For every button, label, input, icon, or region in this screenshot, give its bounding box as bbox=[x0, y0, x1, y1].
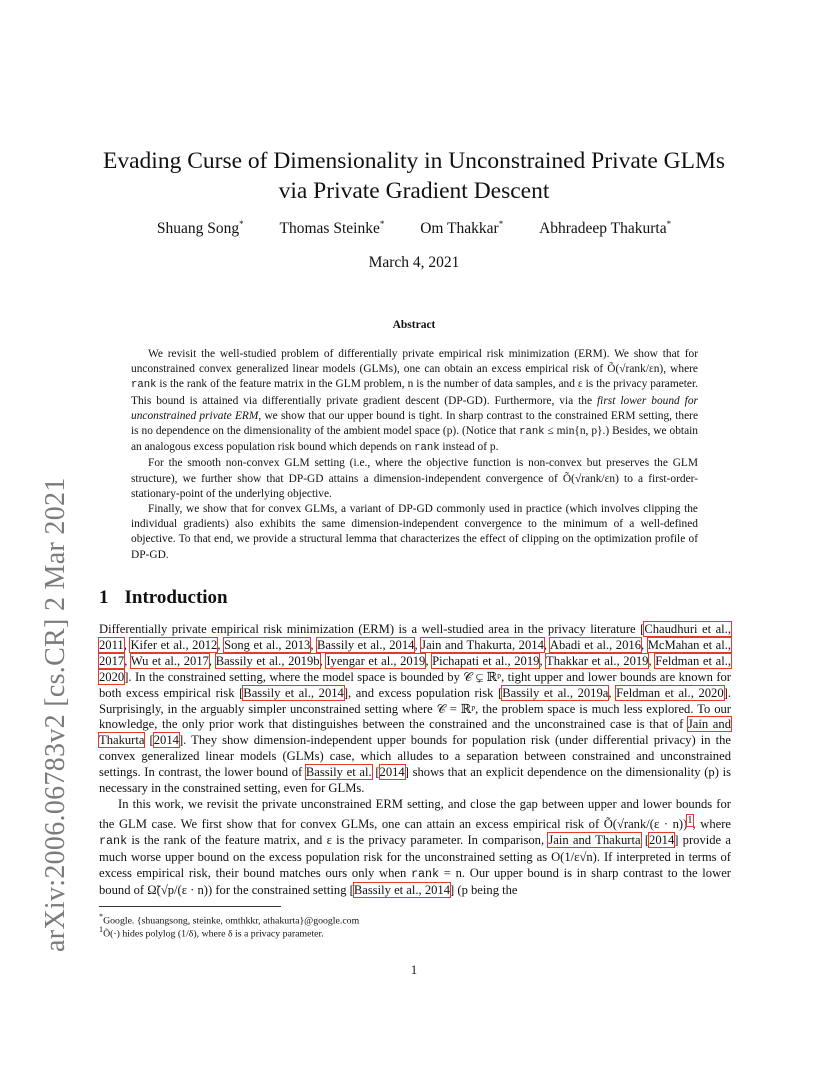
citation-link[interactable]: 2014 bbox=[379, 765, 405, 780]
citation-link[interactable]: Jain and Thakurta bbox=[99, 717, 731, 748]
citation-link[interactable]: Thakkar et al., 2019 bbox=[546, 653, 649, 668]
citation-link[interactable]: 2014 bbox=[153, 733, 179, 748]
footnote-link[interactable]: 1 bbox=[687, 814, 693, 826]
page-number: 1 bbox=[410, 963, 418, 977]
citation-link[interactable]: 2014 bbox=[649, 832, 675, 847]
citation-link[interactable]: Bassily et al., 2019b bbox=[215, 653, 320, 668]
citation-link[interactable]: Bassily et al. bbox=[305, 765, 372, 780]
abstract-body bbox=[131, 347, 698, 563]
body-paragraph: In this work, we revisit the private unconstrained ERM setting, and close the gap between upper and lower bounds for the GLM case. We first show that for convex GLMs, one can attain an excess empirical risk of Õ(√rank/(ε · n))$^1$, where rank is the rank of the feature matrix, and ε is the privacy parameter. In comparison, Jain and Thakurta [2014] provide a much worse upper bound on the excess population risk for the unconstrained setting as O(1/ε√n). If interpreted in terms of excess empirical risk, their bound matches ours only when rank = n. Our upper bound is in sharp contrast to the lower bound of Ω̃(√p/(ε · n)) for the constrained setting [Bassily et al., 2014] (p being the bbox=[99, 796, 731, 897]
citation-link[interactable]: McMahan et al., 2017 bbox=[99, 637, 732, 668]
author-name: Om Thakkar* bbox=[420, 219, 504, 238]
publication-date: March 4, 2021 bbox=[368, 254, 460, 271]
citation-link[interactable]: Abadi et al., 2016 bbox=[549, 637, 641, 652]
citation-link[interactable]: Chaudhuri et al., 2011 bbox=[99, 622, 731, 652]
section-heading bbox=[99, 587, 228, 609]
footnote-divider bbox=[99, 906, 281, 907]
citation-link[interactable]: Bassily et al., 2014 bbox=[353, 882, 451, 897]
citation-link[interactable]: Bassily et al., 2019a bbox=[502, 685, 609, 700]
section-number: 1 bbox=[99, 587, 109, 608]
citation-link[interactable]: Pichapati et al., 2019 bbox=[432, 653, 540, 668]
author-name: Abhradeep Thakurta* bbox=[539, 219, 672, 238]
citation-link[interactable]: Song et al., 2013 bbox=[224, 637, 311, 652]
author-name: Shuang Song* bbox=[156, 219, 244, 238]
citation-link[interactable]: Jain and Thakurta bbox=[548, 832, 641, 847]
footnote-affiliation: *Google. {shuangsong, steinke, omthkkr, athakurta}@google.com bbox=[99, 912, 360, 927]
citation-link[interactable]: Bassily et al., 2014 bbox=[243, 685, 344, 700]
introduction-body bbox=[99, 622, 731, 899]
citation-link[interactable]: Feldman et al., 2020 bbox=[99, 653, 732, 684]
citation-link[interactable]: Feldman et al., 2020 bbox=[616, 685, 724, 700]
abstract-paragraph: For the smooth non-convex GLM setting (i.e., where the objective function is non-convex but preserves the GLM structure), we further show that DP-GD attains a dimension-independent convergence of Õ(√rank/εn) to a first-order-stationary-point of the underlying objective. bbox=[131, 457, 698, 500]
citation-link[interactable]: Bassily et al., 2014 bbox=[317, 637, 415, 652]
abstract-paragraph: We revisit the well-studied problem of differentially private empirical risk minimization (ERM). We show that for unconstrained convex generalized linear models (GLMs), one can obtain an excess empirical risk of Õ(√rank/εn), where rank is the rank of the feature matrix in the GLM problem, n is the number of data samples, and ε is the privacy parameter. This bound is attained via differentially private gradient descent (DP-GD). Furthermore, via the first lower bound for unconstrained private ERM, we show that our upper bound is tight. In sharp contrast to the constrained ERM setting, there is no dependence on the dimensionality of the ambient model space (p). (Notice that rank ≤ min{n, p}.) Besides, we obtain an analogous excess population risk bound which depends on rank instead of p. bbox=[131, 348, 698, 455]
citation-link[interactable]: Iyengar et al., 2019 bbox=[326, 653, 426, 668]
abstract-paragraph: Finally, we show that for convex GLMs, a variant of DP-GD commonly used in practice (which involves clipping the individual gradients) also exhibits the same dimension-independent convergence to the minimum of a well-defined objective. To that end, we provide a structural lemma that characterizes the effect of clipping on the optimization profile of DP-GD. bbox=[131, 503, 698, 561]
title-line-2: via Private Gradient Descent bbox=[278, 178, 550, 204]
abstract-heading: Abstract bbox=[392, 319, 436, 331]
citation-link[interactable]: Jain and Thakurta, 2014 bbox=[421, 637, 544, 652]
body-paragraph: Differentially private empirical risk minimization (ERM) is a well-studied area in the privacy literature [Chaudhuri et al., 2011, Kifer et al., 2012, Song et al., 2013, Bassily et al., 2014, Jain and Thakurta, 2014, Abadi et al., 2016, McMahan et al., 2017, Wu et al., 2017, Bassily et al., 2019b, Iyengar et al., 2019, Pichapati et al., 2019, Thakkar et al., 2019, Feldman et al., 2020]. In the constrained setting, where the model space is bounded by 𝒞 ⊊ ℝᵖ, tight upper and lower bounds are known for both excess empirical risk [Bassily et al., 2014], and excess population risk [Bassily et al., 2019a, Feldman et al., 2020]. Surprisingly, in the arguably simpler unconstrained setting where 𝒞 = ℝᵖ, the problem space is much less explored. To our knowledge, the only prior work that distinguishes between the constrained and the unconstrained case is that of Jain and Thakurta [2014]. They show dimension-independent upper bounds for population risk (under differential privacy) in the convex generalized linear models (GLMs) case, which alludes to a separation between constrained and unconstrained settings. In contrast, the lower bound of Bassily et al. [2014] shows that an explicit dependence on the dimensionality (p) is necessary in the constrained setting, even for GLMs. bbox=[99, 622, 732, 796]
footnote-1: $^1$Õ(·) hides polylog (1/δ), where δ is a privacy parameter. bbox=[99, 925, 324, 940]
arxiv-identifier: arXiv:2006.06783v2 [cs.CR] 2 Mar 2021 bbox=[40, 477, 71, 952]
author-list bbox=[0, 219, 828, 238]
title-line-1: Evading Curse of Dimensionality in Unconstrained Private GLMs bbox=[103, 148, 725, 174]
citation-link[interactable]: Wu et al., 2017 bbox=[130, 653, 209, 668]
section-title: Introduction bbox=[124, 587, 228, 608]
citation-link[interactable]: Kifer et al., 2012 bbox=[130, 637, 218, 652]
paper-title bbox=[0, 146, 828, 206]
author-name: Thomas Steinke* bbox=[279, 219, 385, 238]
